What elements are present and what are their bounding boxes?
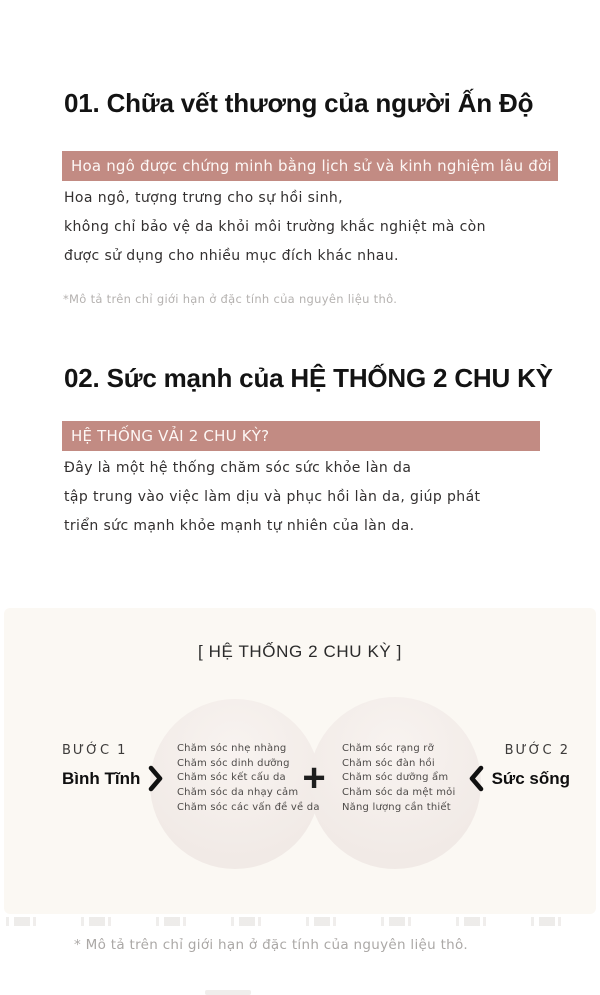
- diagram-footnote: * Mô tả trên chỉ giới hạn ở đặc tính của nguyên liệu thô.: [74, 937, 468, 953]
- diagram-title: [ HỆ THỐNG 2 CHU KỲ ]: [197, 642, 403, 661]
- step2-label-group: [469, 743, 570, 792]
- section2-body: [64, 454, 480, 541]
- care-item: Chăm sóc dinh dưỡng: [177, 757, 290, 769]
- chevron-right-icon: [148, 765, 163, 792]
- body-line: Đây là một hệ thống chăm sóc sức khỏe làn da: [64, 460, 412, 476]
- body-line: triển sức mạnh khỏe mạnh tự nhiên của làn da.: [64, 518, 415, 534]
- care-item: Năng lượng cần thiết: [342, 801, 451, 813]
- care-item: Chăm sóc da mệt mỏi: [342, 787, 456, 799]
- step1-label: BƯỚC 1: [62, 743, 128, 758]
- section1-footnote: *Mô tả trên chỉ giới hạn ở đặc tính của nguyên liệu thô.: [63, 292, 398, 306]
- body-line: tập trung vào việc làm dịu và phục hồi làn da, giúp phát: [64, 489, 481, 505]
- section1-heading: 01. Chữa vết thương của người Ấn Độ: [64, 88, 534, 118]
- watermark-fragment: [205, 990, 251, 995]
- step2-care-list: [342, 742, 455, 816]
- section2-highlight-bar: HỆ THỐNG VẢI 2 CHU KỲ?: [62, 421, 540, 451]
- step2-label: BƯỚC 2: [504, 743, 570, 758]
- care-item: Chăm sóc đàn hồi: [342, 757, 435, 769]
- care-item: Chăm sóc dưỡng ẩm: [342, 772, 449, 784]
- two-cycle-system-panel: [4, 608, 596, 914]
- plus-icon: +: [302, 756, 326, 800]
- chevron-left-icon: [469, 765, 484, 792]
- section2-heading: 02. Sức mạnh của HỆ THỐNG 2 CHU KỲ: [64, 363, 553, 393]
- step1-name: Bình Tĩnh: [62, 768, 141, 788]
- body-line: được sử dụng cho nhiều mục đích khác nhau.: [64, 248, 399, 264]
- step2-name: Sức sống: [491, 768, 570, 788]
- care-item: Chăm sóc nhẹ nhàng: [177, 743, 287, 754]
- care-item: Chăm sóc rạng rỡ: [342, 743, 434, 754]
- care-item: Chăm sóc kết cấu da: [177, 772, 286, 784]
- step1-label-group: [62, 743, 163, 792]
- care-item: Chăm sóc da nhạy cảm: [177, 787, 299, 799]
- body-line: không chỉ bảo vệ da khỏi môi trường khắc nghiệt mà còn: [64, 219, 486, 235]
- body-line: Hoa ngô, tượng trưng cho sự hồi sinh,: [64, 190, 343, 206]
- care-item: Chăm sóc các vấn đề về da: [177, 801, 320, 813]
- watermark-strip: [0, 917, 600, 926]
- section1-body: [64, 184, 486, 271]
- section1-highlight-bar: Hoa ngô được chứng minh bằng lịch sử và kinh nghiệm lâu đời: [62, 151, 558, 181]
